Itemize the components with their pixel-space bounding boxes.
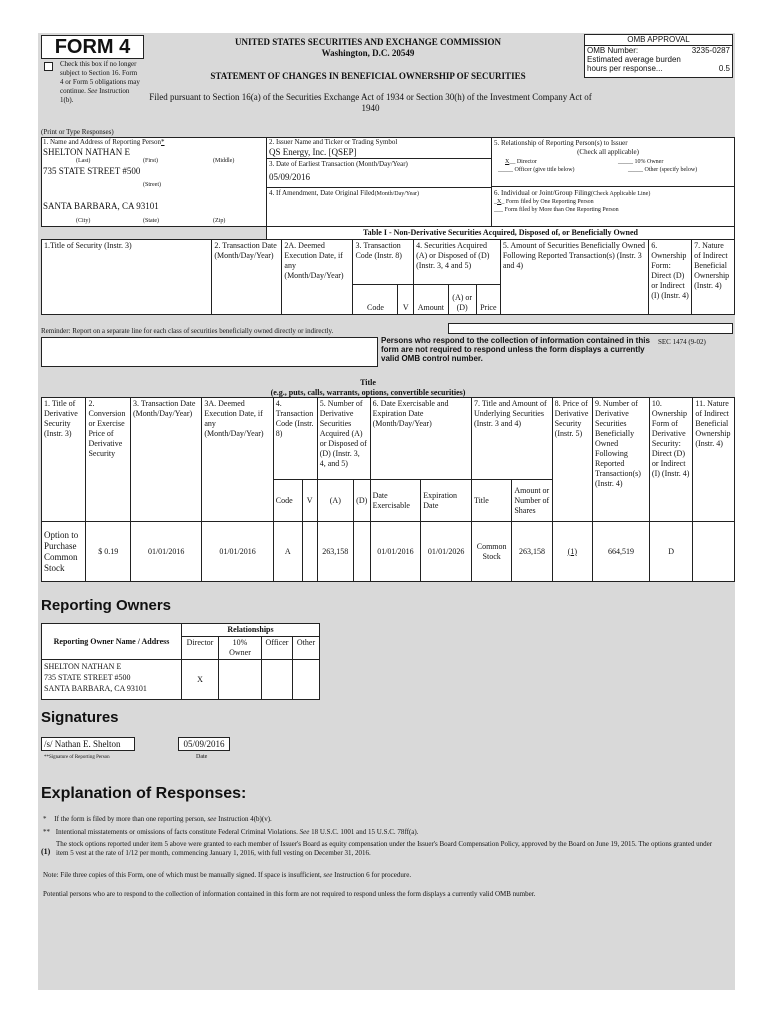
owner-officer-header: Officer [262, 637, 293, 660]
row-deemed-date: 01/01/2016 [202, 522, 273, 582]
note-star-text: If the form is filed by more than one reporting person, [54, 815, 206, 823]
t2-code: Code [273, 480, 302, 522]
t2-col1: 1. Title of Derivative Security (Instr. 3) [42, 398, 86, 522]
label-zip: (Zip) [213, 218, 226, 224]
note-copies-see: see [323, 871, 333, 879]
potential-persons: Potential persons who are to respond to the collection of information contained in this form are not required to respond unless the form displays a currently valid OMB number. [43, 890, 536, 898]
t1-col2: 2. Transaction Date (Month/Day/Year) [212, 240, 282, 315]
note-star-see: see [207, 815, 217, 823]
box1-label-text: 1. Name and Address of Reporting Person [43, 138, 162, 146]
t1-v: V [398, 285, 414, 315]
owner-street: 735 STATE STREET #500 [44, 673, 131, 682]
t1-col4: 4. Securities Acquired (A) or Disposed of (D) (Instr. 3, 4 and 5) [414, 240, 501, 285]
t2-col2: 2. Conversion or Exercise Price of Derivative Security [86, 398, 130, 522]
row-nature [693, 522, 735, 582]
form-title-box [41, 35, 144, 59]
reminder-blank-box [448, 323, 733, 334]
persons-respond: Persons who respond to the collection of information contained in this form are not required to respond unless the form displays a currently valid OMB control number. [381, 336, 650, 363]
t1-col1: 1.Title of Security (Instr. 3) [42, 240, 212, 315]
t2-a: (A) [317, 480, 353, 522]
t2-amount-shares: Amount or Number of Shares [512, 480, 552, 522]
label-last: (Last) [76, 158, 91, 164]
row-code: A [273, 522, 302, 582]
checkbox-instr: Instruction 1(b). [60, 87, 130, 104]
other-label: Other (specify below) [644, 167, 698, 173]
t2-col4: 4. Transaction Code (Instr. 8) [273, 398, 317, 480]
signature-date-box [178, 737, 230, 751]
issuer-name: QS Energy, Inc. [QSEP] [269, 147, 357, 157]
label-middle: (Middle) [213, 158, 235, 164]
signature-label-text: Signature of Reporting Person [49, 755, 110, 760]
t1-col6: 6. Ownership Form: Direct (D) or Indirect (I) (Instr. 4) [649, 240, 692, 315]
row-expiration: 01/01/2026 [421, 522, 472, 582]
footnote1-mark: (1) [41, 847, 51, 856]
director-mark: X [505, 159, 510, 165]
note-star-mark: * [43, 815, 47, 823]
owner-other-header: Other [293, 637, 320, 660]
box1-label [43, 138, 165, 146]
t2-col5: 5. Number of Derivative Securities Acquired (A) or Disposed of (D) (Instr. 3, 4, and 5) [317, 398, 370, 480]
box1-footnote: * [161, 138, 165, 146]
reporting-person-street: 735 STATE STREET #500 [43, 166, 141, 176]
table2 [41, 397, 735, 582]
box4-label-text: 4. If Amendment, Date Original Filed [269, 189, 375, 197]
label-first: (First) [143, 158, 158, 164]
one-person-option[interactable]: _X_ Form filed by One Reporting Person [494, 199, 594, 205]
ten-pct-label: 10% Owner [634, 159, 664, 165]
t2-exp: Expiration Date [421, 480, 472, 522]
note-double-star [43, 828, 418, 836]
t1-col7: 7. Nature of Indirect Beneficial Ownership (Instr. 4) [692, 240, 735, 315]
owner-city: SANTA BARBARA, CA 93101 [44, 684, 147, 693]
agency-location: Washington, D.C. 20549 [321, 48, 415, 58]
note-copies-instr: Instruction 6 for procedure. [334, 871, 412, 879]
sec-number: SEC 1474 (9-02) [658, 338, 706, 346]
signature-date: 05/09/2016 [183, 739, 225, 749]
reporting-person-city: SANTA BARBARA, CA 93101 [43, 201, 159, 211]
filed-pursuant: Filed pursuant to Section 16(a) of the Securities Exchange Act of 1934 or Section 30(h) of the Investment Company Act of 1940 [149, 92, 592, 113]
owner-ten-pct-cell [219, 660, 262, 700]
checkbox-text-main: Check this box if no longer subject to Section 16. Form 4 or Form 5 obligations may continue. [60, 60, 140, 95]
row-disposed [353, 522, 370, 582]
note-copies [43, 871, 411, 879]
t2-col3a: 3A. Deemed Execution Date, if any (Month/Day/Year) [202, 398, 273, 522]
ten-pct-option[interactable]: _____ 10% Owner [618, 159, 664, 165]
omb-burden-label: Estimated average burden [587, 55, 681, 64]
reporting-person-name: SHELTON NATHAN E [43, 147, 131, 157]
box6-label-text: 6. Individual or Joint/Group Filing [494, 189, 592, 197]
owner-ten-pct-header: 10% Owner [219, 637, 262, 660]
signature-value: /s/ Nathan E. Shelton [44, 739, 121, 749]
row-derivative-price[interactable]: (1) [552, 522, 592, 582]
date-label: Date [196, 754, 208, 760]
row-acquired: 263,158 [317, 522, 353, 582]
omb-hours-label: hours per response... [587, 64, 663, 73]
print-type: (Print or Type Responses) [41, 128, 114, 136]
omb-number: 3235-0287 [691, 46, 730, 55]
table1 [41, 239, 735, 315]
t1-code: Code [353, 285, 398, 315]
box5-label: 5. Relationship of Reporting Person(s) to Issuer [494, 139, 628, 147]
box5-sub: (Check all applicable) [577, 148, 639, 156]
table1-title: Table I - Non-Derivative Securities Acquired, Disposed of, or Beneficially Owned [363, 228, 638, 237]
table-row [42, 660, 320, 700]
signature-marker: ** [44, 755, 49, 760]
table-row [42, 522, 735, 582]
box6-label [494, 189, 650, 197]
form-page [38, 33, 735, 990]
owner-name-cell [42, 660, 182, 700]
checkbox-text [60, 60, 142, 105]
owner-name: SHELTON NATHAN E [44, 662, 122, 671]
note-double-star-ref: 18 U.S.C. 1001 and 15 U.S.C. 78ff(a). [311, 828, 419, 836]
reminder-text: Reminder: Report on a separate line for each class of securities beneficially owned directly or indirectly. [41, 327, 334, 335]
note-double-star-text: Intentional misstatements or omissions of facts constitute Federal Criminal Violations. [55, 828, 298, 836]
omb-number-label: OMB Number: [587, 46, 639, 55]
t1-aord: (A) or (D) [448, 285, 476, 315]
t2-d: (D) [353, 480, 370, 522]
signatures-heading: Signatures [41, 709, 119, 726]
row-ownership-form: D [649, 522, 692, 582]
owner-officer-cell [262, 660, 293, 700]
relationships-header: Relationships [182, 624, 320, 637]
t2-v: V [302, 480, 317, 522]
row-underlying-shares: 263,158 [512, 522, 552, 582]
row-underlying-title: Common Stock [471, 522, 511, 582]
row-transaction-date: 01/01/2016 [130, 522, 201, 582]
omb-hours: 0.5 [718, 64, 730, 73]
t2-date-ex: Date Exercisable [370, 480, 421, 522]
t2-col10: 10. Ownership Form of Derivative Security: Direct (D) or Indirect (I) (Instr. 4) [649, 398, 692, 522]
director-label: Director [516, 159, 537, 165]
t2-col11: 11. Nature of Indirect Beneficial Ownership (Instr. 4) [693, 398, 735, 522]
row-exercisable: 01/01/2016 [370, 522, 421, 582]
t2-col8: 8. Price of Derivative Security (Instr. 5) [552, 398, 592, 522]
table2-title: Title [360, 378, 376, 387]
note-star-instr: Instruction 4(b)(v). [218, 815, 272, 823]
t1-col3: 3. Transaction Code (Instr. 8) [353, 240, 414, 285]
t1-price: Price [476, 285, 500, 315]
one-person-mark: X [497, 199, 502, 205]
one-person-label: Form filed by One Reporting Person [505, 199, 594, 205]
omb-box [584, 34, 733, 78]
checkbox-see: See [87, 87, 98, 95]
t2-col9: 9. Number of Derivative Securities Beneficially Owned Following Reported Transaction(s) (Instr. 4) [593, 398, 650, 522]
t2-col3: 3. Transaction Date (Month/Day/Year) [130, 398, 201, 522]
reporting-owners-heading: Reporting Owners [41, 597, 172, 614]
no-longer-subject-checkbox[interactable] [44, 62, 53, 71]
explanation-heading: Explanation of Responses: [41, 785, 247, 802]
t1-col5: 5. Amount of Securities Beneficially Owned Following Reported Transaction(s) (Instr. 3 and 4) [500, 240, 648, 315]
t2-col7: 7. Title and Amount of Underlying Securities (Instr. 3 and 4) [471, 398, 552, 480]
box2-label: 2. Issuer Name and Ticker or Trading Symbol [269, 138, 398, 146]
row-v [302, 522, 317, 582]
owner-other-cell [293, 660, 320, 700]
table1-title-box [266, 226, 735, 240]
note-double-star-mark: ** [43, 828, 50, 836]
row-price: $ 0.19 [86, 522, 130, 582]
note-double-star-see: See [299, 828, 310, 836]
officer-option[interactable]: _____ Officer (give title below) [498, 167, 575, 173]
t1-col2a: 2A. Deemed Execution Date, if any (Month/Day/Year) [282, 240, 353, 315]
statement-title: STATEMENT OF CHANGES IN BENEFICIAL OWNERSHIP OF SECURITIES [210, 71, 526, 81]
signature-label [44, 755, 110, 760]
form-title: FORM 4 [54, 36, 131, 58]
table2-subtitle: (e.g., puts, calls, warrants, options, convertible securities) [270, 388, 466, 397]
officer-label: Officer (give title below) [514, 167, 575, 173]
note-star [43, 815, 272, 823]
label-street: (Street) [143, 182, 161, 188]
box4-label [269, 189, 419, 197]
label-state: (State) [143, 218, 159, 224]
box3-label: 3. Date of Earliest Transaction (Month/Day/Year) [269, 160, 408, 168]
omb-title: OMB APPROVAL [585, 35, 732, 46]
t2-title: Title [471, 480, 511, 522]
t1-amount: Amount [414, 285, 448, 315]
t2-col6: 6. Date Exercisable and Expiration Date (Month/Day/Year) [370, 398, 471, 480]
more-person-option[interactable]: ___ Form filed by More than One Reporting Person [494, 207, 619, 213]
other-option[interactable]: _____ Other (specify below) [628, 167, 698, 173]
agency-name: UNITED STATES SECURITIES AND EXCHANGE COMMISSION [235, 37, 501, 47]
owner-name-header: Reporting Owner Name / Address [42, 624, 182, 660]
reporting-owners-table [41, 623, 320, 700]
owner-director-mark: X [182, 660, 219, 700]
label-city: (City) [76, 218, 91, 224]
footnote1-text: The stock options reported under item 5 above were granted to each member of Issuer's Board as equity compensation under the Issuer's Board Compensation Policy, approved by the Board on June 19, 2015. The options granted under item 5 vest at the rate of 1/12 per month, commencing January 1, 2016, with full vesting on December 31, 2016. [56, 840, 713, 857]
note-copies-text: Note: File three copies of this Form, one of which must be manually signed. If space is insufficient, [43, 871, 322, 879]
reminder-left-box [41, 337, 378, 367]
signature-box [41, 737, 135, 751]
owner-director-header: Director [182, 637, 219, 660]
earliest-transaction-date: 05/09/2016 [269, 172, 311, 182]
box6-label-small: (Check Applicable Line) [591, 191, 651, 197]
more-person-label: Form filed by More than One Reporting Person [504, 207, 619, 213]
row-security: Option to Purchase Common Stock [42, 522, 86, 582]
row-owned: 664,519 [593, 522, 650, 582]
box4-label-small: (Month/Day/Year) [374, 191, 419, 197]
director-option[interactable]: X__ Director [505, 159, 537, 165]
